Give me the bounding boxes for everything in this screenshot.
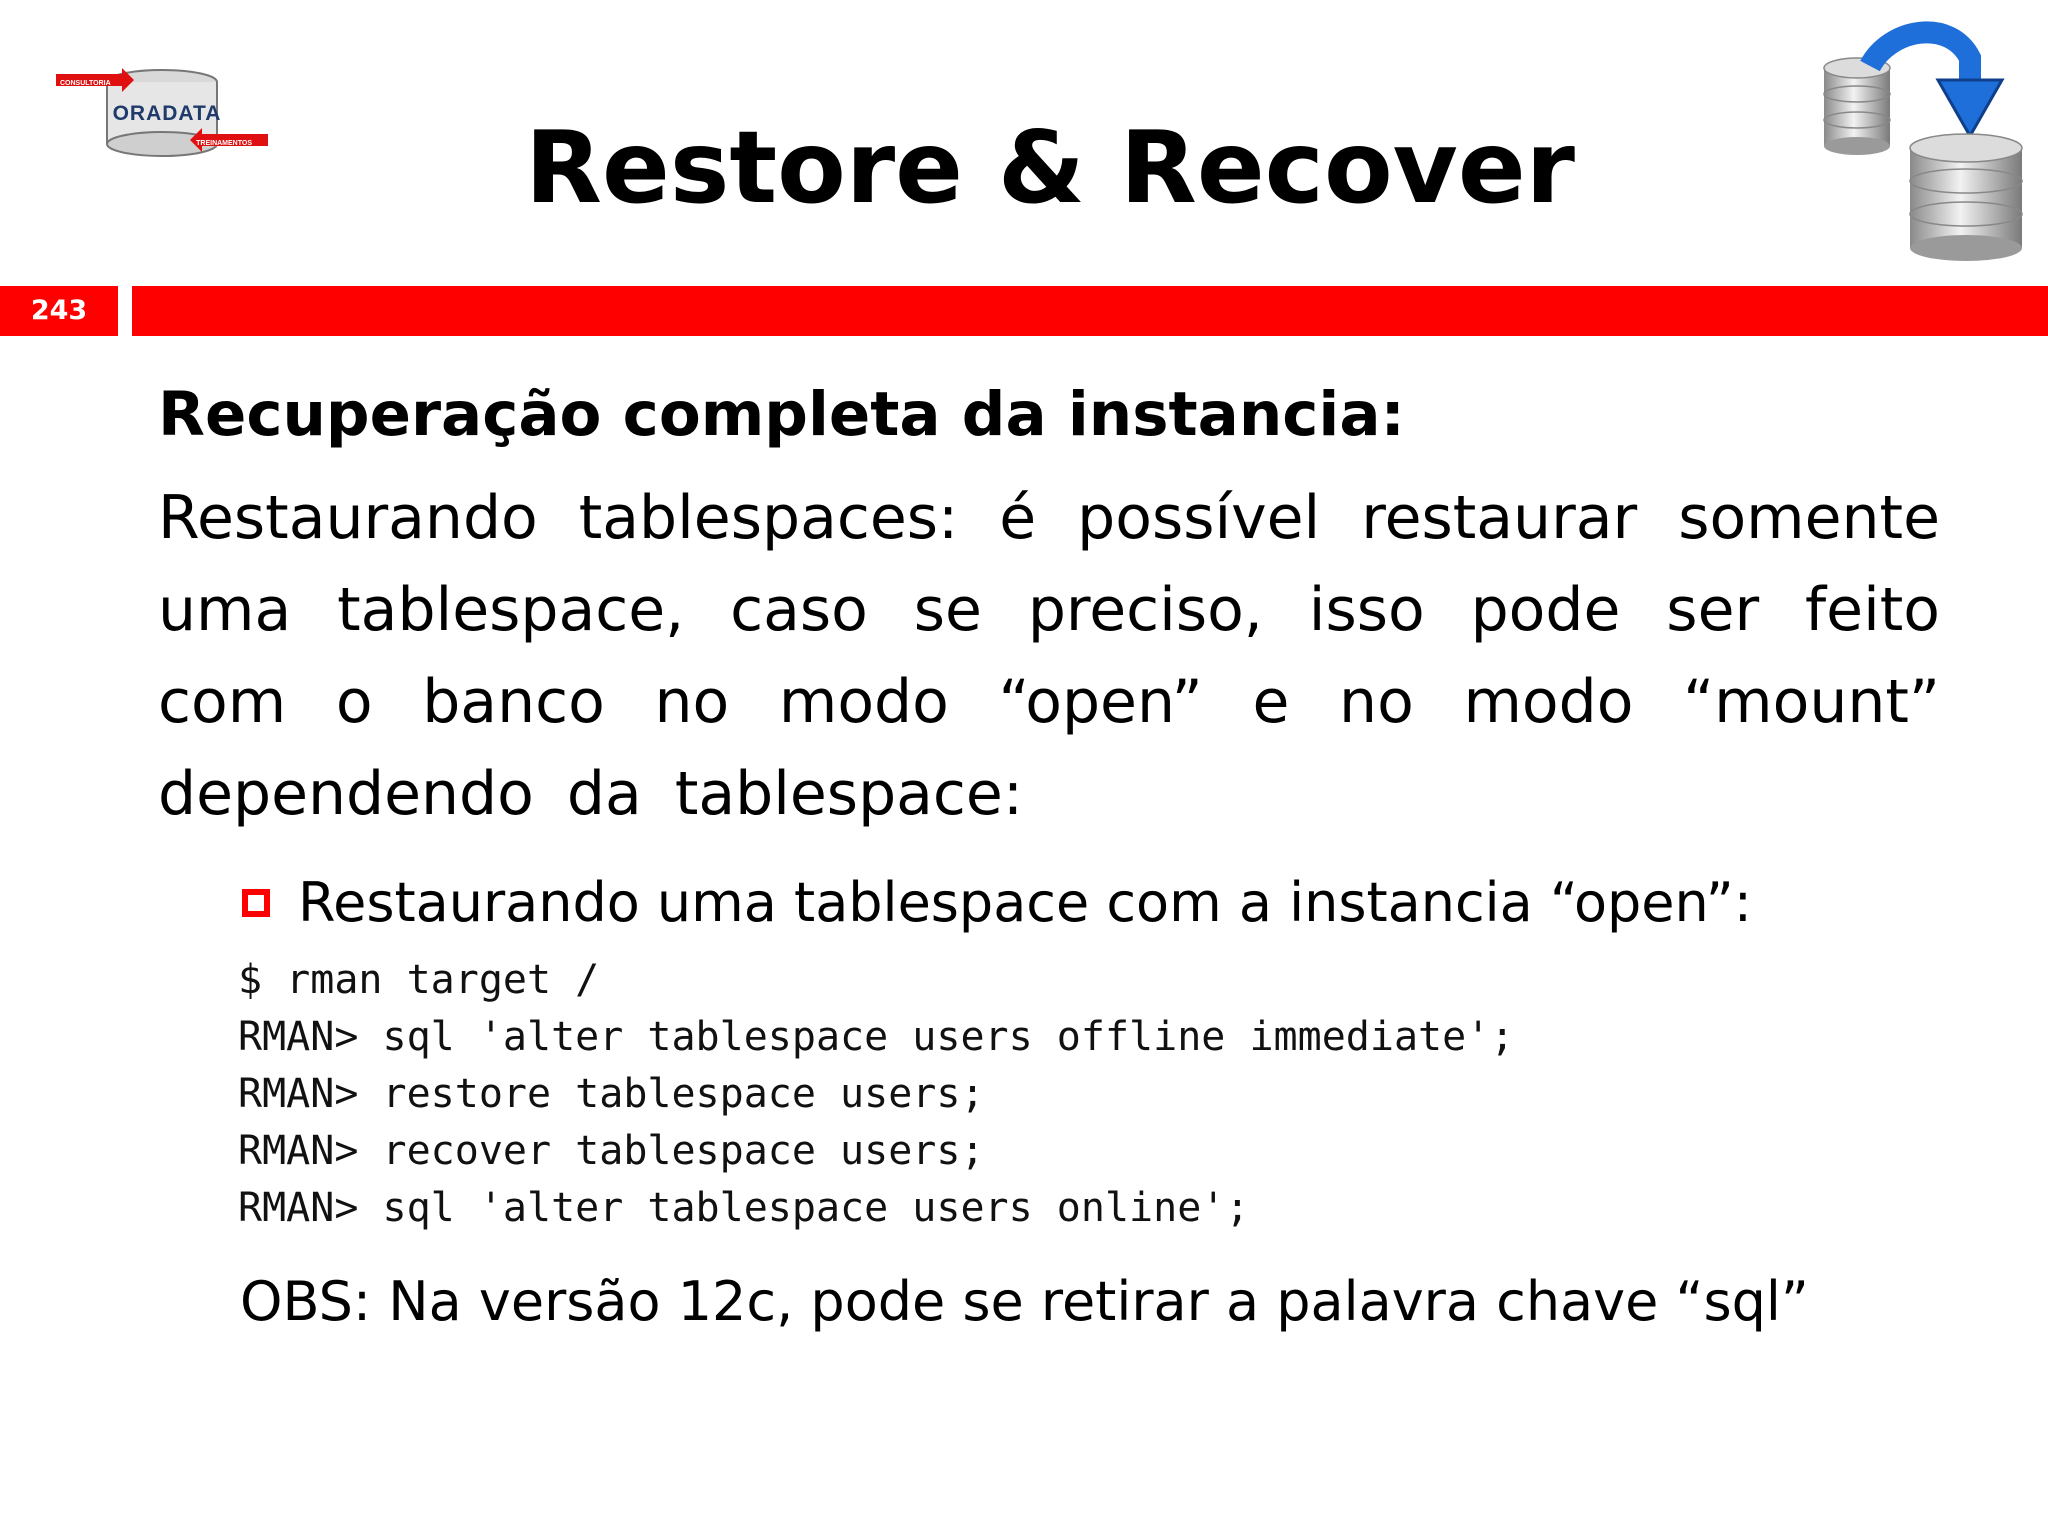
obs-note: OBS: Na versão 12c, pode se retirar a palavra chave “sql” [240, 1270, 1809, 1333]
code-line: RMAN> recover tablespace users; [238, 1128, 985, 1174]
code-block [238, 952, 1940, 1237]
hollow-square-bullet-icon [242, 889, 270, 917]
slide-number: 243 [0, 286, 118, 336]
slide-content [158, 372, 1940, 1337]
logo-tag-consultoria: CONSULTORIA [60, 80, 111, 87]
code-line: RMAN> restore tablespace users; [238, 1071, 985, 1117]
section-heading: Recuperação completa da instancia: [158, 379, 1405, 450]
body-paragraph: Restaurando tablespaces: é possível restaurar somente uma tablespace, caso se preciso, isso pode ser feito com o banco no modo “open” e no modo “mount” dependendo da tablespace: [158, 483, 1940, 829]
code-line: $ rman target / [238, 957, 600, 1003]
database-restore-icon [1820, 18, 2030, 268]
bullet-text: Restaurando uma tablespace com a instancia “open”: [298, 871, 1752, 934]
logo-tag-treinamentos: TREINAMENTOS [196, 140, 252, 147]
bullet-item [242, 868, 1940, 938]
page-title: Restore & Recover [525, 109, 1575, 226]
header-divider-bar [132, 286, 2048, 336]
code-line: RMAN> sql 'alter tablespace users offline immediate'; [238, 1014, 1515, 1060]
logo-name: ORADATA [112, 102, 222, 125]
code-line: RMAN> sql 'alter tablespace users online'; [238, 1185, 1250, 1231]
